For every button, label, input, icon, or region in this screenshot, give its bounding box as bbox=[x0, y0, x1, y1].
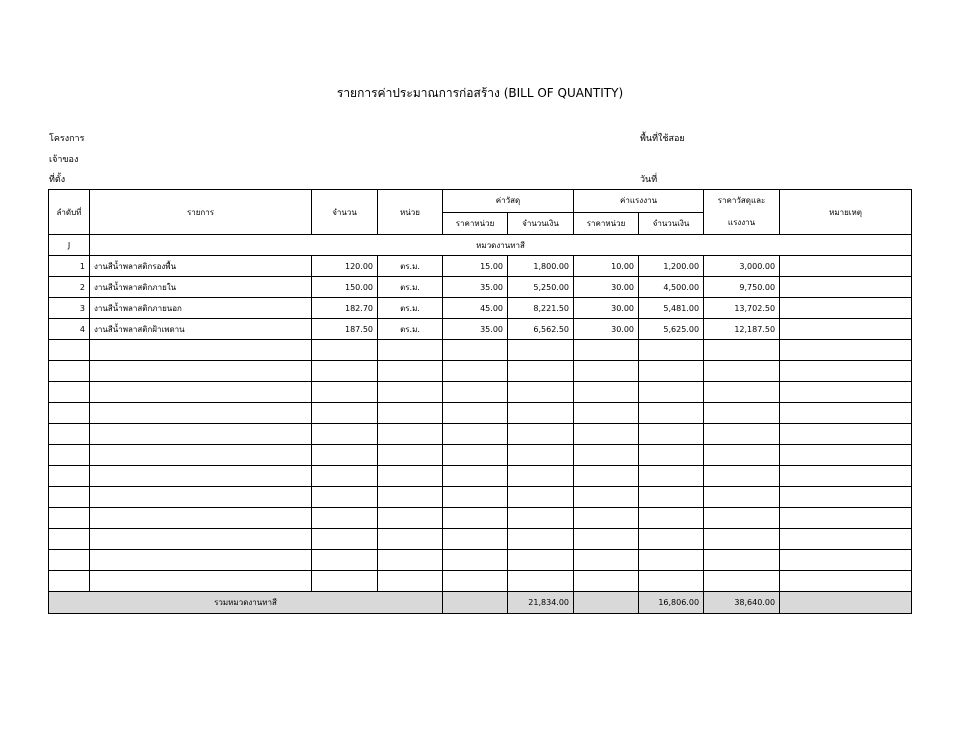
empty-row bbox=[49, 445, 912, 466]
row-total: 3,000.00 bbox=[704, 256, 780, 277]
header-labor-amount: จำนวนเงิน bbox=[639, 212, 704, 235]
row-no: 2 bbox=[49, 277, 90, 298]
empty-row bbox=[49, 403, 912, 424]
total-grand: 38,640.00 bbox=[704, 592, 780, 614]
table-row bbox=[49, 277, 912, 298]
row-unit: ตร.ม. bbox=[378, 256, 443, 277]
empty-row bbox=[49, 550, 912, 571]
empty-row bbox=[49, 340, 912, 361]
empty-row bbox=[49, 424, 912, 445]
row-lab-amount: 5,481.00 bbox=[639, 298, 704, 319]
table-row bbox=[49, 256, 912, 277]
total-row bbox=[49, 592, 912, 614]
row-total: 12,187.50 bbox=[704, 319, 780, 340]
total-remark-blank bbox=[780, 592, 912, 614]
header-material-unit-price: ราคาหน่วย bbox=[443, 212, 508, 235]
row-remark bbox=[780, 319, 912, 340]
header-total bbox=[704, 190, 780, 235]
header-no: ลำดับที่ bbox=[49, 190, 90, 235]
location-label: ที่ตั้ง bbox=[49, 175, 66, 185]
row-lab-amount: 1,200.00 bbox=[639, 256, 704, 277]
row-unit: ตร.ม. bbox=[378, 319, 443, 340]
owner-label: เจ้าของ bbox=[49, 155, 79, 165]
row-item: งานสีน้ำพลาสติกภายนอก bbox=[90, 298, 312, 319]
row-total: 13,702.50 bbox=[704, 298, 780, 319]
row-lab-unit: 30.00 bbox=[574, 319, 639, 340]
row-item: งานสีน้ำพลาสติกภายใน bbox=[90, 277, 312, 298]
row-remark bbox=[780, 256, 912, 277]
empty-row bbox=[49, 382, 912, 403]
row-no: 1 bbox=[49, 256, 90, 277]
header-unit: หน่วย bbox=[378, 190, 443, 235]
project-label: โครงการ bbox=[49, 134, 85, 144]
header-material: ค่าวัสดุ bbox=[443, 190, 574, 213]
header-total-line1: ราคาวัสดุและ bbox=[717, 196, 766, 205]
row-mat-amount: 8,221.50 bbox=[508, 298, 574, 319]
section-name: หมวดงานทาสี bbox=[90, 235, 912, 256]
row-mat-amount: 6,562.50 bbox=[508, 319, 574, 340]
header-labor-unit-price: ราคาหน่วย bbox=[574, 212, 639, 235]
boq-table bbox=[48, 189, 912, 614]
header-qty: จำนวน bbox=[312, 190, 378, 235]
header-row-1 bbox=[49, 190, 912, 213]
row-lab-amount: 5,625.00 bbox=[639, 319, 704, 340]
header-labor: ค่าแรงงาน bbox=[574, 190, 704, 213]
total-lab-amount: 16,806.00 bbox=[639, 592, 704, 614]
row-no: 3 bbox=[49, 298, 90, 319]
row-mat-unit: 45.00 bbox=[443, 298, 508, 319]
row-qty: 187.50 bbox=[312, 319, 378, 340]
total-mat-unit-blank bbox=[443, 592, 508, 614]
section-row bbox=[49, 235, 912, 256]
empty-row bbox=[49, 466, 912, 487]
empty-row bbox=[49, 529, 912, 550]
date-label: วันที่ bbox=[640, 175, 658, 185]
row-mat-amount: 5,250.00 bbox=[508, 277, 574, 298]
row-mat-amount: 1,800.00 bbox=[508, 256, 574, 277]
total-label: รวมหมวดงานทาสี bbox=[49, 592, 443, 614]
row-remark bbox=[780, 298, 912, 319]
table-row bbox=[49, 319, 912, 340]
row-unit: ตร.ม. bbox=[378, 277, 443, 298]
row-mat-unit: 35.00 bbox=[443, 277, 508, 298]
header-total-line2: แรงงาน bbox=[727, 218, 756, 227]
row-qty: 182.70 bbox=[312, 298, 378, 319]
row-lab-unit: 30.00 bbox=[574, 277, 639, 298]
total-lab-unit-blank bbox=[574, 592, 639, 614]
empty-row bbox=[49, 571, 912, 592]
empty-row bbox=[49, 508, 912, 529]
header-remark: หมายเหตุ bbox=[780, 190, 912, 235]
row-lab-unit: 30.00 bbox=[574, 298, 639, 319]
row-lab-amount: 4,500.00 bbox=[639, 277, 704, 298]
row-item: งานสีน้ำพลาสติกรองพื้น bbox=[90, 256, 312, 277]
header-item: รายการ bbox=[90, 190, 312, 235]
table-row bbox=[49, 298, 912, 319]
row-qty: 120.00 bbox=[312, 256, 378, 277]
row-mat-unit: 15.00 bbox=[443, 256, 508, 277]
section-code: J bbox=[49, 235, 90, 256]
row-item: งานสีน้ำพลาสติกฝ้าเพดาน bbox=[90, 319, 312, 340]
row-no: 4 bbox=[49, 319, 90, 340]
row-lab-unit: 10.00 bbox=[574, 256, 639, 277]
row-total: 9,750.00 bbox=[704, 277, 780, 298]
empty-row bbox=[49, 361, 912, 382]
empty-row bbox=[49, 487, 912, 508]
row-mat-unit: 35.00 bbox=[443, 319, 508, 340]
header-material-amount: จำนวนเงิน bbox=[508, 212, 574, 235]
total-mat-amount: 21,834.00 bbox=[508, 592, 574, 614]
document-title: รายการค่าประมาณการก่อสร้าง (BILL OF QUANTITY) bbox=[336, 86, 624, 100]
area-label: พื้นที่ใช้สอย bbox=[640, 134, 685, 144]
row-remark bbox=[780, 277, 912, 298]
row-qty: 150.00 bbox=[312, 277, 378, 298]
row-unit: ตร.ม. bbox=[378, 298, 443, 319]
